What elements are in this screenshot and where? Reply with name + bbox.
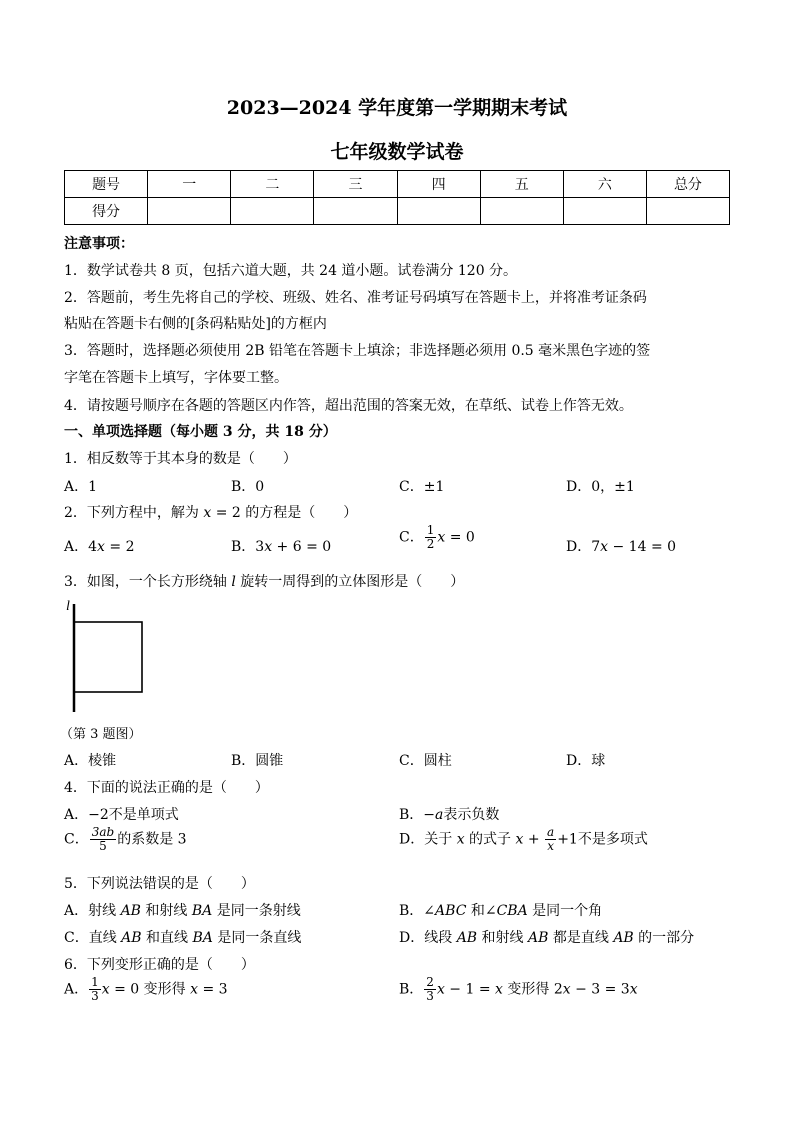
q1-option-a: A．1 xyxy=(64,479,98,495)
q4-stem: 4．下面的说法正确的是（ ） xyxy=(64,780,269,796)
fraction: $\frac{a}{x}$ xyxy=(547,825,555,853)
score-blank-cell[interactable] xyxy=(397,198,480,225)
fraction: $\frac{1}{2}$ xyxy=(426,523,435,551)
score-cell: 三 xyxy=(314,171,397,198)
score-table xyxy=(64,170,730,225)
q1-stem: 1．相反数等于其本身的数是（ ） xyxy=(64,451,297,467)
fraction: $\frac{1}{3}$ xyxy=(91,975,99,1003)
score-cell: 四 xyxy=(397,171,480,198)
rectangle-shape xyxy=(74,622,142,692)
q3-option-a: A．棱锥 xyxy=(64,753,117,769)
note-2a: 2．答题前，考生先将自己的学校、班级、姓名、准考证号码填写在答题卡上，并将准考证条码 xyxy=(64,290,647,306)
score-table-score-row xyxy=(65,198,730,225)
score-cell: 得分 xyxy=(65,198,148,225)
score-blank-cell[interactable] xyxy=(563,198,646,225)
score-cell: 五 xyxy=(480,171,563,198)
q4-option-c: C． $\frac{3ab}{5}$ 的系数是 3 xyxy=(64,825,187,853)
section-1-heading: 一、单项选择题（每小题 3 分，共 18 分） xyxy=(64,424,337,440)
score-cell: 题号 xyxy=(65,171,148,198)
q3-stem: 3．如图，一个长方形绕轴 l 旋转一周得到的立体图形是（ ） xyxy=(64,574,465,590)
q4-option-b: B．−a表示负数 xyxy=(399,807,500,823)
q3-option-c: C．圆柱 xyxy=(399,753,452,769)
score-blank-cell[interactable] xyxy=(148,198,231,225)
rectangle-rotation-figure xyxy=(60,596,160,716)
note-3b: 字笔在答题卡上填写，字体要工整。 xyxy=(64,370,288,386)
exam-subtitle: 七年级数学试卷 xyxy=(330,141,464,163)
q6-option-b: B． $\frac{2}{3}$ x − 1 = x 变形得 2x − 3 = 3x xyxy=(399,975,638,1003)
q1-option-b: B．0 xyxy=(231,479,265,495)
q5-stem: 5．下列说法错误的是（ ） xyxy=(64,876,255,892)
q5-option-d: D．线段 AB 和射线 AB 都是直线 AB 的一部分 xyxy=(399,930,695,946)
score-blank-cell[interactable] xyxy=(480,198,563,225)
note-3a: 3．答题时，选择题必须使用 2B 铅笔在答题卡上填涂；非选择题必须用 0.5 毫米黑色字迹的签 xyxy=(64,343,651,359)
q3-option-d: D．球 xyxy=(566,753,606,769)
q2-option-b: B．3x + 6 = 0 xyxy=(231,539,332,555)
score-cell: 二 xyxy=(231,171,314,198)
q5-option-a: A．射线 AB 和射线 BA 是同一条射线 xyxy=(64,903,301,919)
note-1: 1．数学试卷共 8 页，包括六道大题，共 24 道小题。试卷满分 120 分。 xyxy=(64,263,518,279)
q5-option-b: B．∠ABC 和∠CBA 是同一个角 xyxy=(399,903,603,919)
notes-heading: 注意事项： xyxy=(64,236,134,252)
score-cell: 一 xyxy=(148,171,231,198)
q6-stem: 6．下列变形正确的是（ ） xyxy=(64,957,255,973)
q6-option-a: A． $\frac{1}{3}$ x = 0 变形得 x = 3 xyxy=(64,975,228,1003)
fraction: $\frac{2}{3}$ xyxy=(426,975,434,1003)
q4-option-a: A．−2不是单项式 xyxy=(64,807,179,823)
q2-stem: 2．下列方程中，解为 x = 2 的方程是（ ） xyxy=(64,505,358,521)
q2-option-d: D．7x − 14 = 0 xyxy=(566,539,677,555)
q3-option-b: B．圆锥 xyxy=(231,753,284,769)
score-blank-cell[interactable] xyxy=(231,198,314,225)
q5-option-c: C．直线 AB 和直线 BA 是同一条直线 xyxy=(64,930,302,946)
q4-option-d: D．关于 x 的式子 x + $\frac{a}{x}$ +1不是多项式 xyxy=(399,825,648,853)
q3-figure-caption: （第 3 题图） xyxy=(60,727,142,742)
score-cell: 总分 xyxy=(646,171,729,198)
fraction: $\frac{3ab}{5}$ xyxy=(91,825,115,853)
q2-option-c: C． $\frac{1}{2}$ x = 0 xyxy=(399,523,475,551)
score-blank-cell[interactable] xyxy=(314,198,397,225)
q1-option-d: D．0，±1 xyxy=(566,479,635,495)
score-table-header-row xyxy=(65,171,730,198)
score-blank-cell[interactable] xyxy=(646,198,729,225)
axis-label: l xyxy=(66,599,70,614)
note-2b: 粘贴在答题卡右侧的[条码粘贴处]的方框内 xyxy=(64,316,327,332)
q1-option-c: C．±1 xyxy=(399,479,445,495)
note-4: 4．请按题号顺序在各题的答题区内作答，超出范围的答案无效，在草纸、试卷上作答无效。 xyxy=(64,398,633,414)
score-cell: 六 xyxy=(563,171,646,198)
q2-option-a: A．4x = 2 xyxy=(64,539,135,555)
exam-title: 2023—2024 学年度第一学期期末考试 xyxy=(226,97,568,119)
